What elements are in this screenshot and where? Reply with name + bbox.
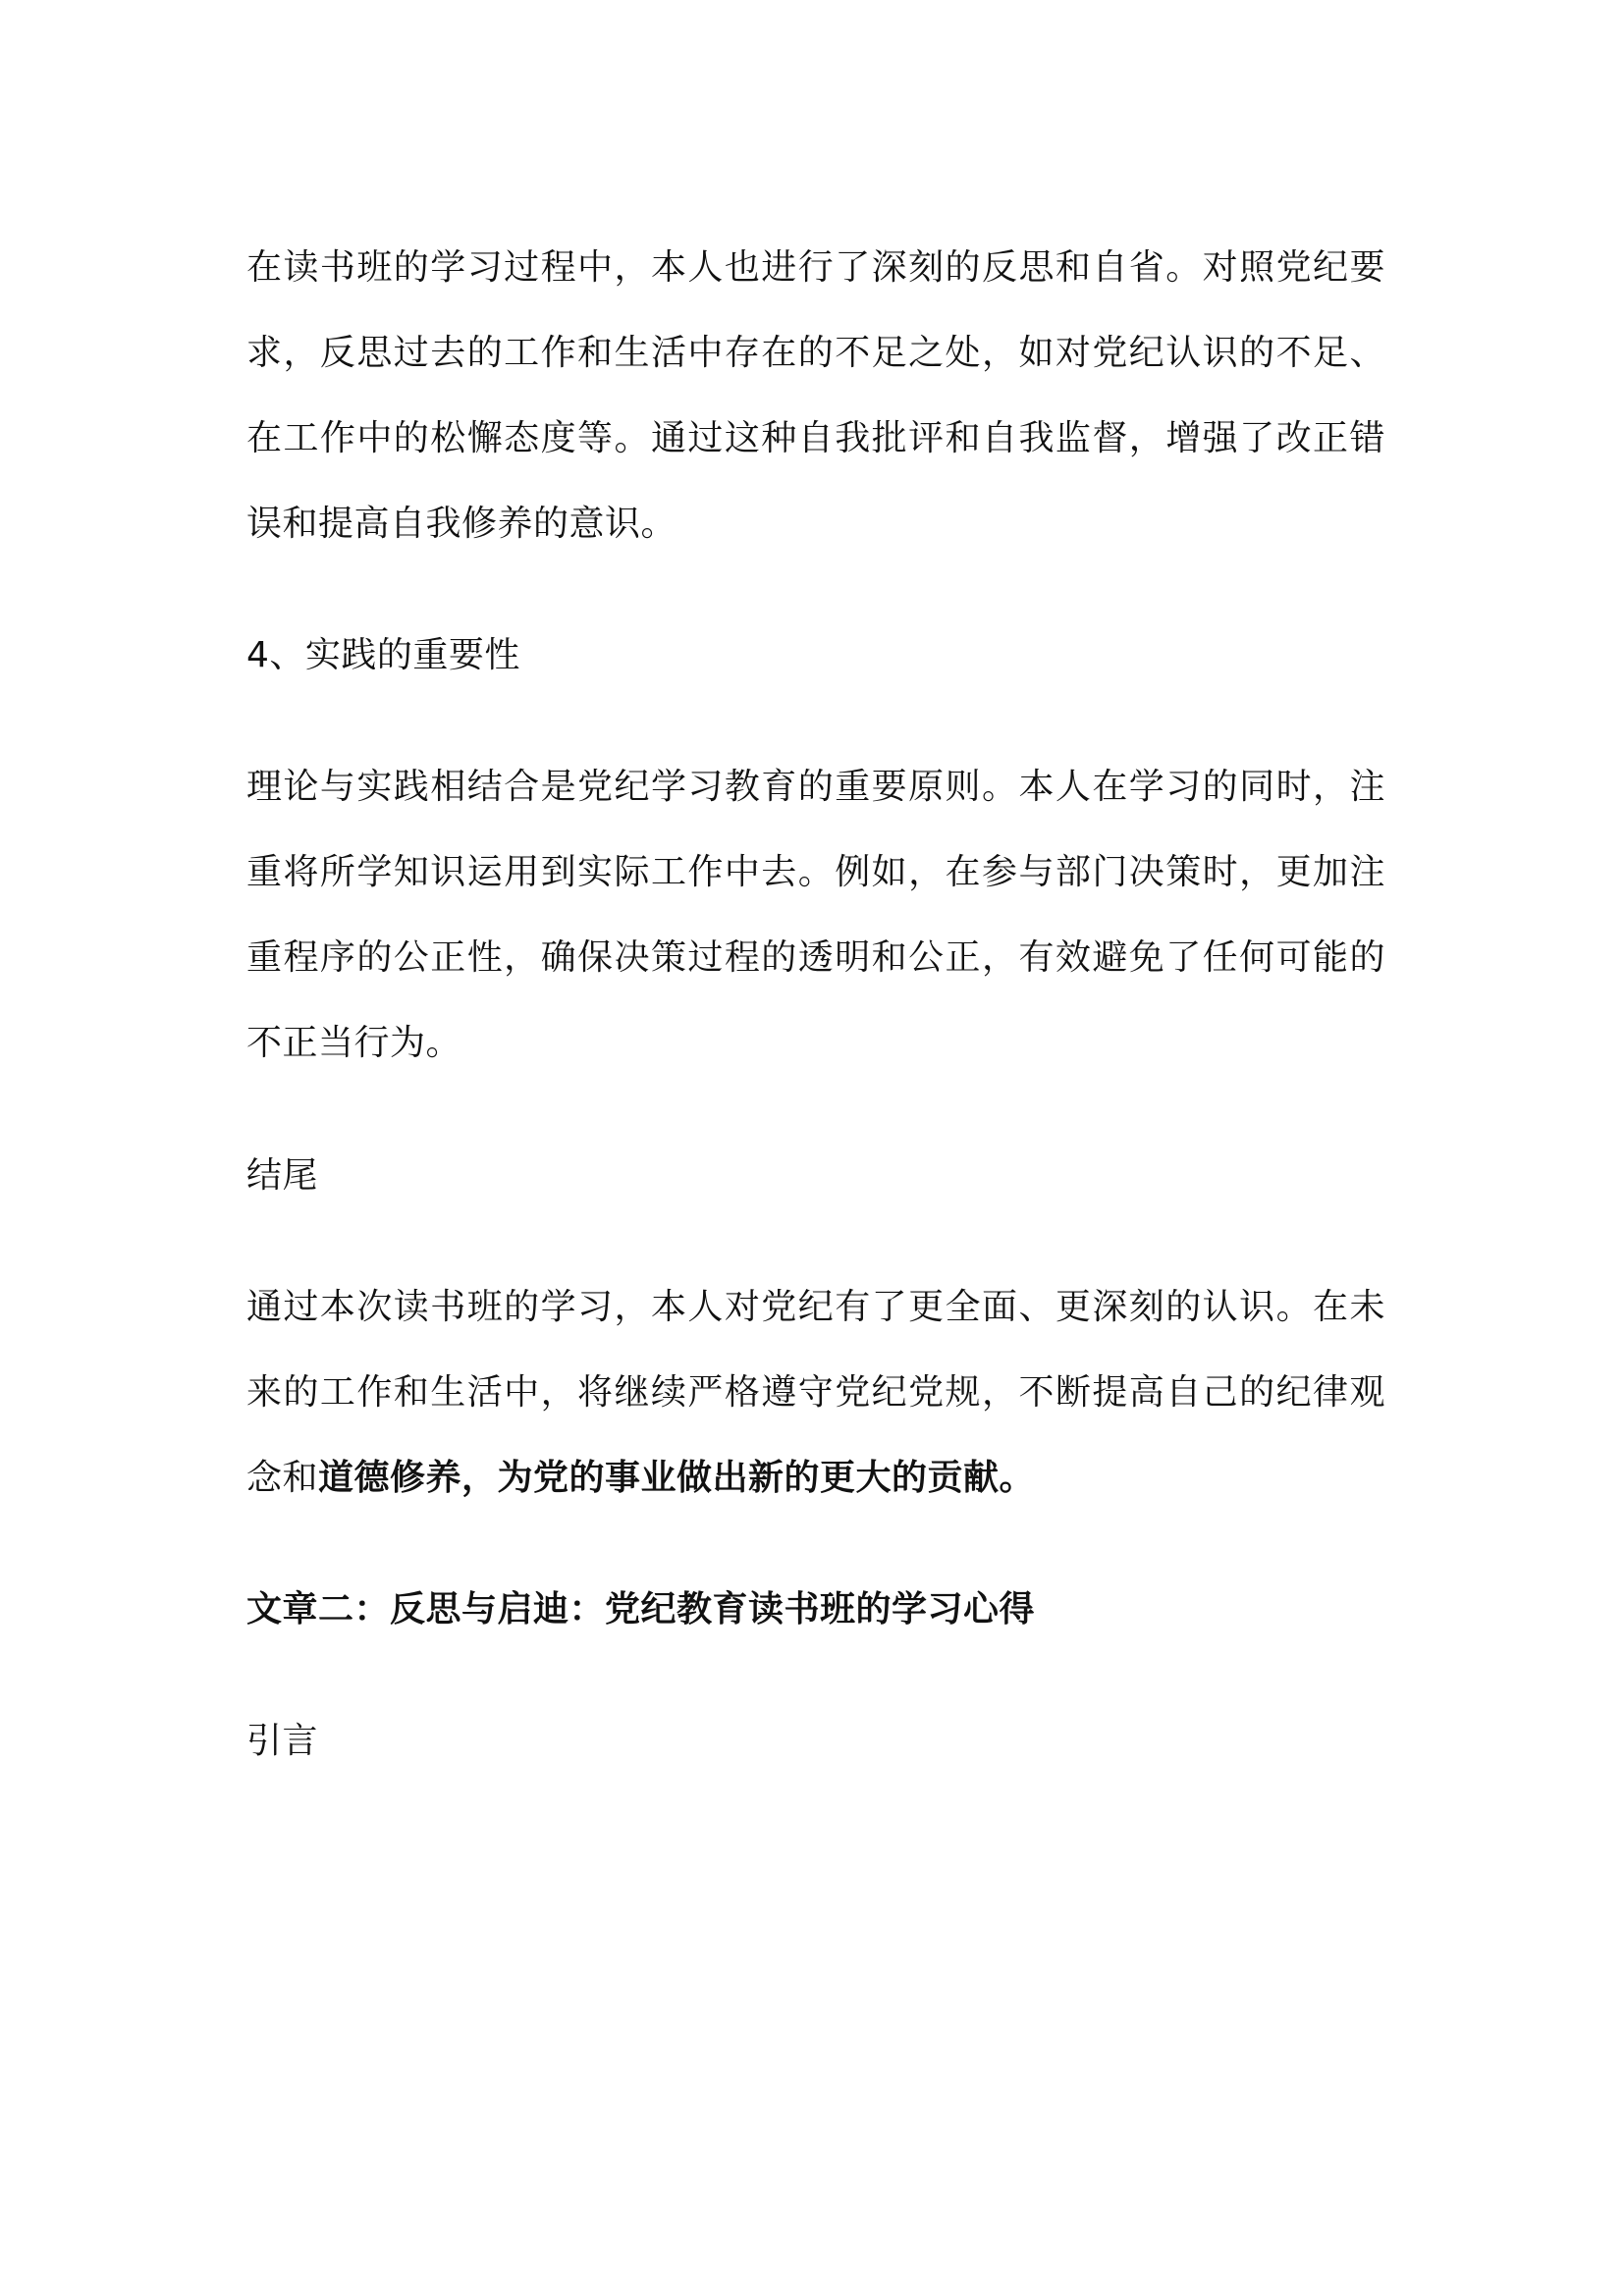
article-two-title: 文章二：反思与启迪：党纪教育读书班的学习心得 <box>246 1589 1036 1629</box>
practice-section-heading: 4、实践的重要性 <box>246 635 520 675</box>
conclusion-paragraph <box>246 1264 1385 1521</box>
reflection-paragraph: 在读书班的学习过程中，本人也进行了深刻的反思和自省。对照党纪要求，反思过去的工作和生活中存在的不足之处，如对党纪认识的不足、在工作中的松懈态度等。通过这种自我批评和自我监督，增强了改正错误和提高自我修养的意识。 <box>246 247 1385 544</box>
conclusion-paragraph-bold-text: 道德修养，为党的事业做出新的更大的贡献。 <box>318 1458 1036 1498</box>
practice-paragraph: 理论与实践相结合是党纪学习教育的重要原则。本人在学习的同时，注重将所学知识运用到实际工作中去。例如，在参与部门决策时，更加注重程序的公正性，确保决策过程的透明和公正，有效避免了任何可能的不正当行为。 <box>246 767 1385 1063</box>
conclusion-heading: 结尾 <box>246 1155 319 1196</box>
document-body <box>246 225 1385 1784</box>
introduction-heading: 引言 <box>246 1721 319 1761</box>
conclusion-paragraph-text: 通过本次读书班的学习，本人对党纪有了更全面、更深刻的认识。在未来的工作和生活中，将继续严格遵守党纪党规，不断提高自己的纪律观念和 <box>246 1287 1385 1498</box>
